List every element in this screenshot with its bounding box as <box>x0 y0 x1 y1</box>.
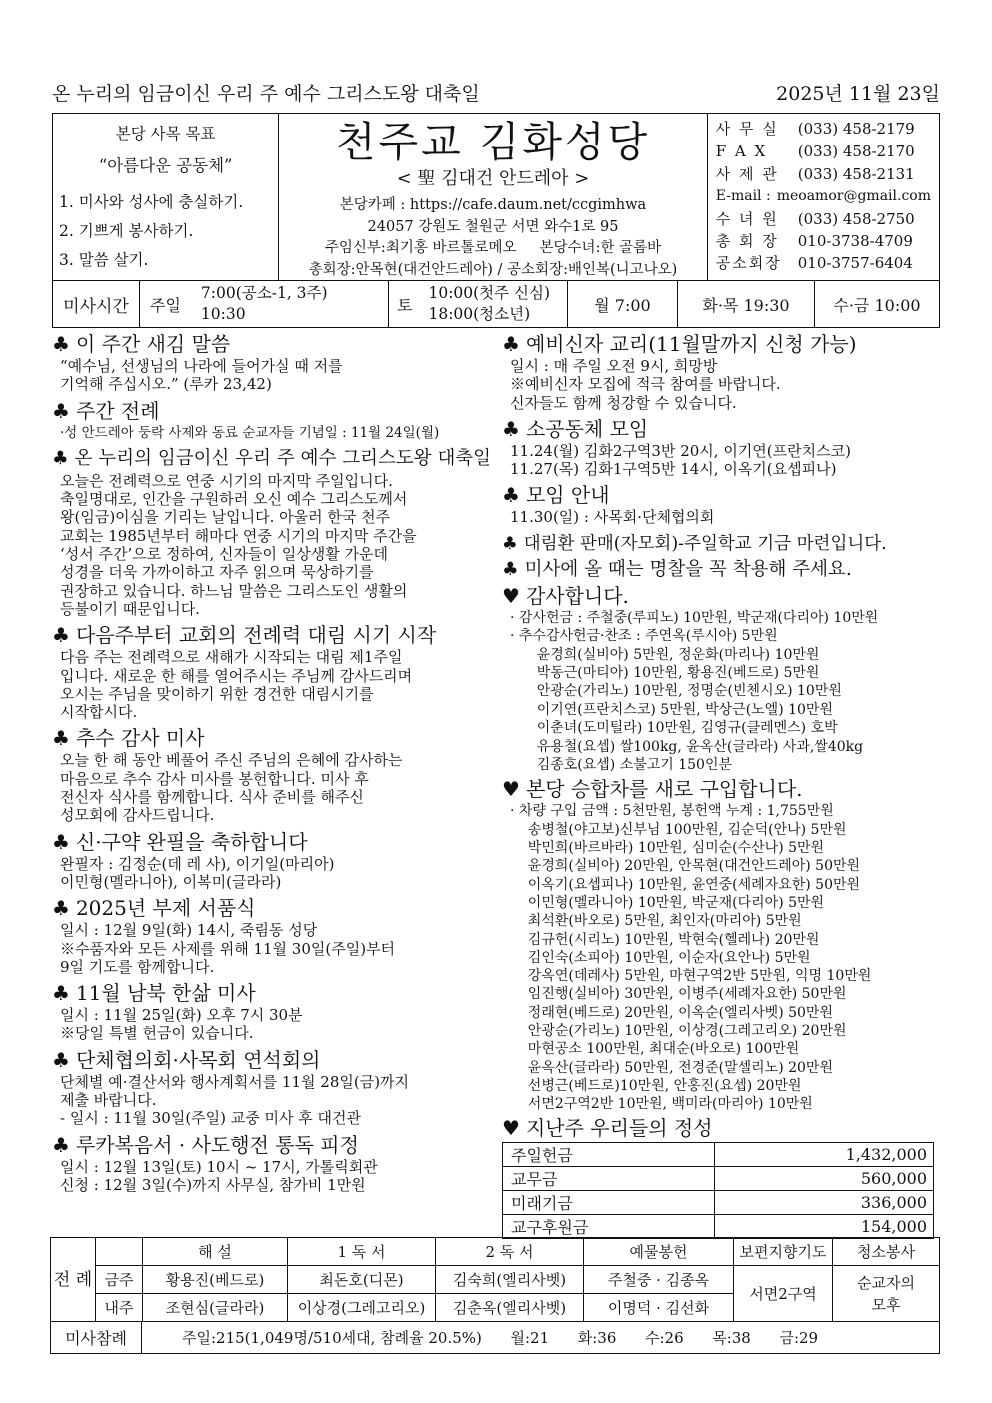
reading2-this: 김숙희(엘리사벳) <box>436 1266 584 1294</box>
presidents-line: 총회장:안목현(대건안드레아) / 공소회장:배인복(니고나오) <box>308 261 678 278</box>
commentary-this: 황용진(베드로) <box>143 1266 288 1294</box>
contact-label: 사 무 실 <box>715 120 779 138</box>
section-title: 온 누리의 임금이신 우리 주 예수 그리스도왕 대축일 <box>74 447 492 469</box>
heart-icon: ♥ <box>502 1116 520 1141</box>
notice-section <box>502 531 942 557</box>
section-title: 이 주간 새김 말씀 <box>75 332 231 356</box>
section-body: 오늘은 전례력으로 연중 시기의 마지막 주일입니다. 축일명대로, 인간을 구원하러 오신 예수 그리스도께서 왕(임금)이심을 기리는 날입니다. 아울러 한국 천주 교회는 1985년부터 해마다 연중 시기의 마지막 주간을 ‘성서 주간’으로 정하여, 신자들이 일상생활 가운데 성경을 더욱 가까이하고 자주 읽으며 묵상하기를 권장하고 있습니다. 하느님 말씀은 그리스도인 생활의 등불이기 때문입니다. <box>60 471 417 618</box>
mass-wed-fri: 수·금 10:00 <box>833 295 921 315</box>
contact-row <box>716 252 931 274</box>
notice-section <box>52 1047 492 1128</box>
club-icon: ♣ <box>52 398 70 423</box>
club-icon: ♣ <box>502 483 520 508</box>
header-reading2: 2 독 서 <box>436 1238 584 1266</box>
notice-section <box>52 1132 492 1195</box>
table-row <box>51 1266 940 1294</box>
notice-section <box>502 482 942 526</box>
goal-item: 3. 말씀 살기. <box>59 251 149 269</box>
stewardship-table <box>502 1142 934 1239</box>
notice-section <box>52 829 492 892</box>
sunday-time-2: 10:30 <box>200 305 246 323</box>
stewardship-title: 지난주 우리들의 정성 <box>525 1116 713 1141</box>
attendance-text: 주일:215(1,049명/510세대, 참례율 20.5%) 월:21 화:36 수:26 목:38 금:29 <box>182 1329 819 1347</box>
section-title: 대림환 판매(자모회)-주일학교 기금 마련입니다. <box>523 533 887 554</box>
saturday-label: 토 <box>397 295 413 315</box>
section-title: 주간 전례 <box>75 398 160 423</box>
reading1-this: 최돈호(디몬) <box>288 1266 436 1294</box>
contact-label: 수 녀 원 <box>715 209 779 228</box>
offering-label: 교구후원금 <box>503 1215 715 1239</box>
contact-value: (033) 458-2170 <box>797 142 915 161</box>
notice-section <box>502 583 942 775</box>
offering-label: 미래기금 <box>503 1191 715 1215</box>
section-body: 오늘 한 해 동안 베풀어 주신 주님의 은혜에 감사하는 마음으로 추수 감사 미사를 봉헌합니다. 미사 후 전신자 식사를 함께합니다. 식사 준비를 해주신 성모회에 감사드립니다. <box>60 751 403 825</box>
section-body: 일시 : 12월 13일(토) 10시 ~ 17시, 가톨릭회관 신청 : 12월 3일(수)까지 사무실, 참가비 1만원 <box>60 1157 378 1194</box>
club-icon: ♣ <box>502 558 519 580</box>
club-icon: ♣ <box>52 896 70 921</box>
club-icon: ♣ <box>52 726 70 751</box>
contact-value: (033) 458-2131 <box>797 164 915 183</box>
club-icon: ♣ <box>52 1132 70 1157</box>
notice-section <box>52 446 492 618</box>
section-title: 다음주부터 교회의 전례력 대림 시기 시작 <box>75 623 437 648</box>
attendance-label: 미사참례 <box>51 1322 142 1353</box>
offering-next: 이명덕 · 김선화 <box>584 1294 734 1322</box>
reading2-next: 김춘옥(엘리사벳) <box>436 1294 584 1322</box>
contact-row <box>716 230 931 252</box>
section-body: 11.30(일) : 사목회·단체협의회 <box>510 508 715 527</box>
prayers-group: 서면2구역 <box>734 1266 833 1322</box>
header-prayers: 보편지향기도 <box>734 1238 833 1266</box>
bulletin-date: 2025년 11월 23일 <box>776 83 940 105</box>
section-body: “예수님, 선생님의 나라에 들어가실 때 저를 기억해 주십시오.” (루카 23,42) <box>60 357 343 394</box>
section-title: 예비신자 교리(11월말까지 신청 가능) <box>525 332 857 356</box>
email-link[interactable]: meoamor@gmail.com <box>776 188 931 205</box>
reading1-next: 이상경(그레고리오) <box>288 1294 436 1322</box>
saturday-time-2: 18:00(청소년) <box>428 305 531 323</box>
roles-table <box>50 1237 940 1322</box>
contact-label: 사 제 관 <box>715 164 779 183</box>
notice-section <box>52 725 492 824</box>
right-column <box>502 331 942 1239</box>
church-patron: < 聖 김대건 안드레아 > <box>396 168 590 189</box>
section-title: 감사합니다. <box>525 583 629 608</box>
section-body: 일시 : 매 주일 오전 9시, 희망방 ※예비신자 모집에 적극 참여를 바랍니다. 신자들도 함께 청강할 수 있습니다. <box>510 357 781 412</box>
offering-value: 154,000 <box>715 1215 934 1239</box>
notice-section <box>502 416 942 479</box>
club-icon: ♣ <box>52 1047 70 1072</box>
section-title: 모임 안내 <box>525 483 610 508</box>
sunday-label: 주일 <box>150 295 181 315</box>
attendance-row <box>50 1322 940 1354</box>
cafe-link[interactable]: 본당카페 : https://cafe.daum.net/ccgimhwa <box>339 197 647 213</box>
contact-value: (033) 458-2179 <box>797 120 915 138</box>
church-title-box <box>279 114 708 280</box>
section-title: 신·구약 완필을 축하합니다 <box>75 829 308 854</box>
section-body: 완필자 : 김정순(데 레 사), 이기일(마리아) 이민형(멜라니아), 이복미(글라라) <box>60 854 335 891</box>
church-name: 천주교 김화성당 <box>335 118 651 166</box>
section-title: 2025년 부제 서품식 <box>75 896 256 921</box>
header-cleaning: 청소봉사 <box>833 1238 940 1266</box>
table-row <box>503 1215 934 1239</box>
clergy-line: 주임신부:최기홍 바르톨로메오 본당수녀:한 골롬바 <box>324 240 662 256</box>
club-icon: ♣ <box>502 416 520 441</box>
section-title: 미사에 올 때는 명찰을 꼭 착용해 주세요. <box>524 558 852 580</box>
contact-row <box>716 140 931 162</box>
mass-sunday <box>140 281 389 327</box>
liturgy-side-label: 전 례 <box>51 1238 96 1322</box>
offering-label: 주일헌금 <box>503 1143 715 1167</box>
contact-value: 010-3757-6404 <box>797 254 913 273</box>
heart-icon: ♥ <box>502 777 520 802</box>
notice-section <box>52 331 492 394</box>
section-body: 일시 : 12월 9일(화) 14시, 죽림동 성당 ※수품자와 모든 사제를 위해 11월 30일(주일)부터 9일 기도를 함께합니다. <box>60 921 396 976</box>
notice-section <box>502 557 942 583</box>
contact-value: (033) 458-2750 <box>797 209 915 228</box>
notice-section <box>502 776 942 1113</box>
notice-section <box>52 622 492 721</box>
header-reading1: 1 독 서 <box>288 1238 436 1266</box>
contact-row <box>716 185 931 207</box>
table-row <box>503 1167 934 1191</box>
section-title: 본당 승합차를 새로 구입합니다. <box>525 777 803 802</box>
notice-section <box>52 980 492 1043</box>
section-body: 다음 주는 전례력으로 새해가 시작되는 대림 제1주일 입니다. 새로운 한 해를 열어주시는 주님께 감사드리며 오시는 주님을 맞이하기 위한 경건한 대림시기를 시작합시다. <box>60 648 413 722</box>
table-row <box>51 1238 940 1266</box>
mass-tue-thu: 화·목 19:30 <box>678 281 815 327</box>
this-week-label: 금주 <box>96 1266 143 1294</box>
goal-item: 2. 기쁘게 봉사하기. <box>59 222 194 240</box>
club-icon: ♣ <box>52 447 69 469</box>
cleaning-group: 순교자의 모후 <box>833 1266 940 1322</box>
offering-label: 교무금 <box>503 1167 715 1191</box>
section-title: 추수 감사 미사 <box>75 726 205 751</box>
pastoral-goals <box>53 114 279 280</box>
contact-row <box>716 208 931 230</box>
club-icon: ♣ <box>502 533 518 554</box>
header-commentary: 해 설 <box>143 1238 288 1266</box>
offering-this: 주철중 · 김종옥 <box>584 1266 734 1294</box>
left-column <box>52 331 492 1198</box>
section-body: 일시 : 11월 25일(화) 오후 7시 30분 ※당일 특별 헌금이 있습니다. <box>60 1006 303 1043</box>
offering-value: 336,000 <box>715 1191 934 1215</box>
section-body: ·성 안드레아 둥락 사제와 동료 순교자들 기념일 : 11월 24일(월) <box>60 424 440 441</box>
goals-title: 본당 사목 목표 <box>115 125 216 143</box>
contact-list <box>708 114 939 280</box>
club-icon: ♣ <box>52 332 70 356</box>
mass-monday: 월 7:00 <box>568 281 678 327</box>
saturday-time-1: 10:00(첫주 신심) <box>428 284 551 302</box>
club-icon: ♣ <box>52 829 70 854</box>
mass-label: 미사시간 <box>53 281 140 327</box>
header-offering: 예물봉헌 <box>584 1238 734 1266</box>
contact-row <box>716 163 931 185</box>
section-title: 루카복음서 · 사도행전 통독 피정 <box>75 1132 359 1157</box>
notice-section <box>502 331 942 412</box>
club-icon: ♣ <box>52 981 70 1006</box>
offering-value: 560,000 <box>715 1167 934 1191</box>
masthead <box>52 113 940 281</box>
contact-row <box>716 118 931 140</box>
sunday-time-1: 7:00(공소-1, 3주) <box>200 284 328 302</box>
contact-label: 총 회 장 <box>715 232 779 251</box>
table-row <box>503 1143 934 1167</box>
contact-label: E-mail : <box>715 188 771 205</box>
commentary-next: 조현심(글라라) <box>143 1294 288 1322</box>
notice-section <box>52 895 492 976</box>
notice-section <box>52 398 492 442</box>
section-body: · 감사헌금 : 주철중(루피노) 10만원, 박군재(다리아) 10만원 · 추수감사헌금·찬조 : 주연옥(루시아) 5만원 윤경희(실비아) 5만원, 정운화(마리나) 10만원 박동근(마티아) 10만원, 황용진(베드로) 5만원 안광순(가리노) 10만원, 정명순(빈첸시오) 10만원 이기연(프란치스코) 5만원, 박상근(노엘) 10만원 이춘녀(도미틸라) 10만원, 김영규(클레멘스) 호박 유용철(요셉) 쌀100kg, 윤옥산(글라라) 사과,쌀40kg 김종호(요셉) 소불고기 150인분 <box>510 609 879 774</box>
mass-saturday <box>389 281 568 327</box>
offering-value: 1,432,000 <box>715 1143 934 1167</box>
contact-label: F A X <box>715 142 768 161</box>
club-icon: ♣ <box>502 332 520 356</box>
section-title: 단체협의회·사목회 연석회의 <box>75 1047 321 1072</box>
table-row <box>503 1191 934 1215</box>
contact-label: 공소회장 <box>715 254 782 273</box>
section-title: 11월 남북 한삶 미사 <box>75 981 256 1006</box>
goal-item: 1. 미사와 성사에 충실하기. <box>59 193 244 211</box>
feast-title: 온 누리의 임금이신 우리 주 예수 그리스도왕 대축일 <box>52 83 480 105</box>
section-body: 단체별 예·결산서와 행사계획서를 11월 28일(금)까지 제출 바랍니다. - 일시 : 11월 30일(주일) 교중 미사 후 대건관 <box>60 1072 410 1128</box>
section-body: 11.24(월) 김화2구역3반 20시, 이기연(프란치스코) 11.27(목) 김화1구역5반 14시, 이옥기(요셉피나) <box>510 441 851 479</box>
section-body: · 차량 구입 금액 : 5천만원, 봉헌액 누계 : 1,755만원 송병철(야고보)신부님 100만원, 김순덕(안나) 5만원 박민희(바르바라) 10만원, 심미순(수산나) 5만원 윤경희(실비아) 20만원, 안목현(대건안드레아) 50만원 이옥기(요셉피나) 10만원, 윤연중(세례자요한) 50만원 이민형(멜라니아) 10만원, 박군재(다리아) 5만원 최석환(바오로) 5만원, 최인자(마리아) 5만원 김규헌(시리노) 10만원, 박현숙(헬레나) 20만원 김인숙(소피아) 10만원, 이순자(요안나) 5만원 강옥연(데레사) 5만원, 마현구역2반 5만원, 익명 10만원 임진행(실비아) 30만원, 이병주(세례자요한) 50만원 정래현(베드로) 20만원, 이옥순(엘리사벳) 50만원 안광순(가리노) 10만원, 이상경(그레고리오) 20만원 마현공소 100만원, 최대순(바오로) 100만원 윤옥산(글라라) 50만원, 전경준(말셀리노) 20만원 선병근(베드로)10만원, 안홍진(요셉) 20만원 서면2구역2반 10만원, 백미라(마리아) 10만원 <box>510 803 872 1113</box>
next-week-label: 내주 <box>96 1294 143 1322</box>
church-address: 24057 강원도 철원군 서면 와수1로 95 <box>367 218 619 235</box>
heart-icon: ♥ <box>502 583 520 608</box>
section-title: 소공동체 모임 <box>525 416 649 441</box>
contact-value: 010-3738-4709 <box>797 232 913 251</box>
mass-times-bar <box>52 281 940 328</box>
club-icon: ♣ <box>52 623 70 648</box>
header-line <box>52 80 940 106</box>
liturgy-roles <box>50 1237 940 1354</box>
goals-motto: “아름다운 공동체” <box>98 156 233 175</box>
